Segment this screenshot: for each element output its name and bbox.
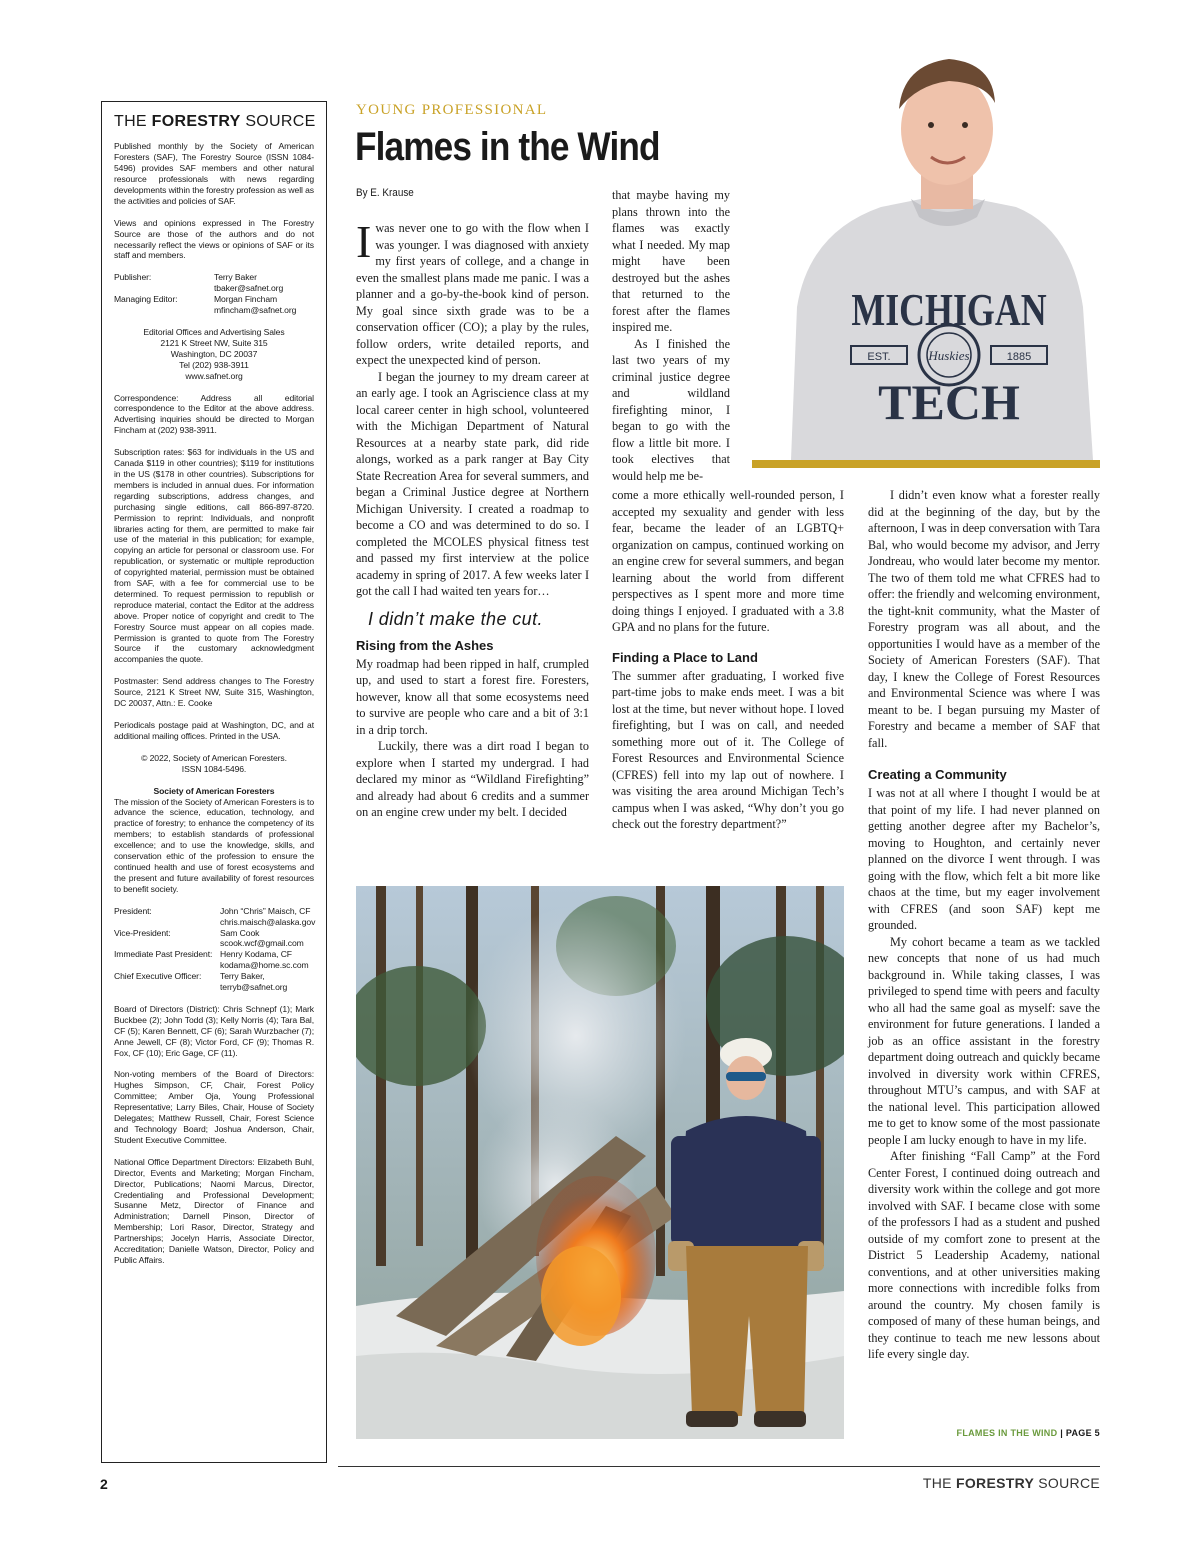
publisher-email-row — [114, 283, 314, 294]
article-headline: Flames in the Wind — [355, 125, 660, 169]
continuation-jump — [957, 1428, 1100, 1438]
seal-right-text: 1885 — [1006, 351, 1032, 363]
paragraph: My roadmap had been ripped in half, crumpled up, and used to start a forest fire. Foresters, however, know all that some ecosystems need to survive are people who care and a bit of 3:1 in a drip torch. — [356, 656, 589, 737]
publisher-row — [114, 272, 314, 283]
offices-block — [114, 327, 314, 382]
copyright-line: © 2022, Society of American Foresters. — [141, 752, 287, 763]
issn-line: ISSN 1084-5496. — [181, 763, 247, 774]
officer-row — [114, 928, 314, 939]
offices-line: Editorial Offices and Advertising Sales — [143, 327, 285, 337]
publisher-label: Publisher: — [114, 272, 152, 283]
article-column-1 — [356, 216, 589, 821]
section-kicker: YOUNG PROFESSIONAL — [356, 102, 548, 118]
officer-label: Vice-President: — [114, 927, 171, 938]
footer-rule — [338, 1466, 1100, 1467]
officer-name: Henry Kodama, CF — [220, 949, 292, 960]
article-column-2-narrow — [612, 187, 730, 484]
seal-left-text: EST. — [867, 351, 891, 363]
editor-label: Managing Editor: — [114, 294, 178, 305]
masthead-title-bold: FORESTRY — [151, 113, 241, 130]
jump-label: FLAMES IN THE WIND — [956, 1428, 1058, 1438]
paragraph: After finishing “Fall Camp” at the Ford Center Forest, I continued doing outreach and diversity work within the college and got more involved with SAF. I became close with some of the professors I had as a student and pushed outside of my comfort zone to present at the District 5 Leadership Academy, national conventions, and at other universities making more connections with incredible folks from around the country. My chosen family is composed of many of these human beings, and they continue to teach me new lessons about life every single day. — [868, 1149, 1100, 1361]
sweatshirt-text-bottom: TECH — [878, 374, 1020, 430]
masthead-correspondence: Correspondence: Address all editorial correspondence to the Editor at the above address. Advertising inquiries should be directed to Morgan Fincham at (202) 938-3911. — [114, 392, 314, 436]
lead-text: was never one to go with the flow when I was younger. I was diagnosed with anxiety my first years of college, and a change in even the smallest plans made me panic. I was a planner and a go-by-the-book kind of person. My goal since sixth grade was to be a conservation officer (CO); a play by the rules, follow orders, write detailed reports, and expect the unexpected kind of person. — [356, 221, 589, 367]
sweatshirt-text-top: MICHIGAN — [851, 283, 1047, 336]
masthead-title-post: SOURCE — [240, 113, 316, 130]
editor-name: Morgan Fincham — [214, 294, 278, 305]
masthead-subscription: Subscription rates: $63 for individuals in the US and Canada $119 in other countries); $119 for institutions in the US ($178 in other countries). Subscriptions for members is included in annual dues. For information regarding subscriptions, address changes, and purchasing single editions, call 866-897-8720. Permission to reprint: Individuals, and nonprofit libraries acting for them, are permitted to make fair use of the material in this publication; for example, copying an article for personal or classroom use. For republication, or systematic or multiple reproduction of copyrighted material, permission must be obtained from SAF, with a fee for commercial use to be determined. To request permission to republish or reproduce material, contact the Editor at the address above. Proper notice of copyright and credit to The Forestry Source must appear on all copies made. Permission is granted to quote from The Forestry Source if the customary acknowledgment accompanies the quote. — [114, 447, 314, 665]
masthead-box — [101, 101, 327, 1463]
publisher-email: tbaker@safnet.org — [214, 283, 284, 294]
officer-row — [114, 906, 314, 917]
officer-email: scook.wcf@gmail.com — [220, 938, 304, 949]
society-heading: Society of American Foresters — [153, 785, 275, 796]
paragraph: Luckily, there was a dirt road I began to explore when I started my undergrad. I had declared my minor as “Wildland Firefighting” and already had about 6 credits and a summer on an engine crew under my belt. I decided — [356, 739, 589, 819]
paragraph: come a more ethically well-rounded person, I accepted my sexuality and gender with less fear, became the leader of an LGBTQ+ organization on campus, continued working on an engine crew for several summers, and began learning about the world from different perspectives as I spent more and more time doing things I enjoyed. I graduated with a 3.8 GPA and no plans for the future. — [612, 488, 844, 634]
article-column-3 — [868, 487, 1100, 1363]
officer-email-row — [114, 938, 314, 949]
masthead-periodicals: Periodicals postage paid at Washington, DC, and at additional mailing offices. Printed in the USA. — [114, 720, 314, 741]
footer-mast-post: SOURCE — [1034, 1475, 1100, 1491]
paragraph: The summer after graduating, I worked five part-time jobs to make ends meet. I was a bit lost at the time, but never without hope. I loved firefighting, but I was on call, and needed something more out of it. The College of Forest Resources and Environmental Science (CFRES) fell into my lap out of nowhere. I was visiting the area around Michigan Tech’s campus when I was asked, “Why don’t you go check out the forestry department?” — [612, 668, 844, 831]
officer-name: John “Chris” Maisch, CF — [220, 905, 311, 916]
paragraph: that maybe having my plans thrown into the flames was exactly what I needed. My map might have been destroyed but the ashes that returned to the forest after the flames inspired me. — [612, 188, 730, 334]
footer-masthead — [923, 1475, 1100, 1491]
officer-email-row — [114, 982, 314, 993]
editor-email: mfincham@safnet.org — [214, 305, 297, 316]
offices-line: Tel (202) 938-3911 — [179, 359, 249, 370]
author-portrait-photo — [771, 57, 1100, 460]
editor-email-row — [114, 305, 314, 316]
drop-cap: I — [356, 216, 372, 267]
officer-email-row — [114, 960, 314, 971]
editor-row — [114, 294, 314, 305]
masthead-title — [114, 112, 314, 132]
paragraph: I began the journey to my dream career at an early age. I took an Agriscience class at my local career center in high school, volunteered with the Michigan Department of Natural Resources at a nearby state park, did ride alongs, worked as a park ranger at Bay City State Recreation Area for several summers, and began a Criminal Justice degree at Northern Michigan University. I created a roadmap to become a CO and was determined to do so. I completed the MCOLES physical fitness test and passed my first interview at the police academy in spring of 2017. A few weeks later I got the call I had waited ten years for… — [356, 369, 589, 598]
officer-row — [114, 949, 314, 960]
offices-line: Washington, DC 20037 — [170, 348, 258, 359]
officer-email: terryb@safnet.org — [220, 982, 288, 993]
officer-row — [114, 971, 314, 982]
article-column-2 — [612, 487, 844, 833]
officer-name: Terry Baker, — [220, 971, 265, 982]
pull-quote: I didn’t make the cut. — [368, 608, 543, 629]
paragraph: As I finished the last two years of my criminal justice degree and wildland firefighting minor, I began to go with the flow a little bit more. I took electives that would help me be- — [612, 336, 730, 483]
publisher-name: Terry Baker — [214, 272, 257, 283]
national-directors: National Office Department Directors: Elizabeth Buhl, Director, Events and Marketing; Morgan Fincham, Director, Publications; Naomi Marcus, Director, Credentialing and Professional Development; Susanne Metz, Director of Finance and Administration; Darnell Pinson, Director of Membership; Lori Rasor, Director, Strategy and Partnerships; Jocelyn Harris, Associate Director, Accreditation; Danielle Watson, Director, Policy and Public Affairs. — [114, 1156, 314, 1265]
seal-script-text: Huskies — [928, 348, 970, 363]
paragraph: My cohort became a team as we tackled new concepts that none of us had much background in. While taking classes, I was privileged to spend time with peers and faculty who all had the same goal as myself: save the environment for future generations. I landed a job as an office assistant in the forestry department doing outreach and quickly became involved in diversity work within CFRES, throughout MTU’s campus, and with SAF at the national level. This participation allowed me to get to know some of the most passionate people I am lucky enough to have in my life. — [868, 934, 1100, 1147]
masthead-title-pre: THE — [114, 113, 152, 130]
bonfire-photo — [356, 886, 844, 1439]
masthead-views: Views and opinions expressed in The Forestry Source are those of the authors and do not necessarily reflect the views or opinions of SAF or its staff and members. — [114, 217, 314, 261]
footer-mast-pre: THE — [922, 1475, 956, 1491]
society-mission: The mission of the Society of American Foresters is to advance the science, education, technology, and practice of forestry; to enhance the competency of its members; to establish standards of professional excellence; and to use the knowledge, skills, and conservation ethic of the profession to ensure the continued health and use of forest ecosystems and the present and future availability of forest resources to benefit society. — [114, 796, 314, 894]
masthead-postmaster: Postmaster: Send address changes to The Forestry Source, 2121 K Street NW, Suite 315, Washington, DC 20037, Attn.: E. Cooke — [114, 676, 314, 709]
footer-mast-bold: FORESTRY — [956, 1475, 1035, 1491]
subhead-finding: Finding a Place to Land — [612, 649, 758, 665]
lead-paragraph — [356, 216, 589, 369]
portrait-accent-bar — [752, 460, 1100, 468]
officer-label: Chief Executive Officer: — [114, 971, 202, 982]
officer-email: chris.maisch@alaska.gov — [220, 916, 316, 927]
officer-name: Sam Cook — [220, 927, 260, 938]
article-byline: By E. Krause — [356, 187, 414, 199]
paragraph: I didn’t even know what a forester really did at the beginning of the day, but by the afternoon, I was in deep conversation with Tara Bal, who would become my advisor, and Jerry Jondreau, who would later become my mentor. The two of them told me what CFRES had to offer: the friendly and welcoming environment, the tight-knit community, what the Master of Forestry program was all about, and the opportunities I would have as a member of the Society of American Foresters (SAF). That day, I knew the College of Forest Resources and Environmental Science was where I was meant to be. I began pursuing my Master of Forestry and became a member of SAF that fall. — [868, 488, 1100, 750]
officer-email-row — [114, 917, 314, 928]
paragraph: I was not at all where I thought I would be at that point of my life. I had never planned on getting another degree after my Bachelor’s, moving to Houghton, and certainly never planned on the divorce I went through. I was going with the flow, which felt a bit more like chaos at the time, but my eager involvement with CFRES (and soon SAF) kept me grounded. — [868, 786, 1100, 932]
page-number: 2 — [100, 1476, 108, 1492]
offices-line: 2121 K Street NW, Suite 315 — [160, 337, 268, 348]
offices-line: www.safnet.org — [185, 370, 243, 381]
copyright-block — [114, 753, 314, 775]
subhead-rising: Rising from the Ashes — [356, 637, 494, 653]
board-directors: Board of Directors (District): Chris Schnepf (1); Mark Buckbee (2); John Todd (3); Kelly Norris (4); Tara Bal, CF (5); Karen Bennett, CF (6); Sarah Wurzbacher (7); Anne Jewell, CF (8); Victor Ford, CF (9); Thomas R. Fox, CF (10); Eric Gage, CF (11). — [114, 1003, 314, 1058]
nonvoting-members: Non-voting members of the Board of Directors: Hughes Simpson, CF, Chair, Forest Policy Committee; Amber Oja, Young Professional Representative; Larry Biles, Chair, House of Society Delegates; Matthew Russell, Chair, Forest Science and Technology Board; Joshua Anderson, Chair, Student Executive Committee. — [114, 1069, 314, 1145]
officer-label: President: — [114, 905, 152, 916]
masthead-intro: Published monthly by the Society of American Foresters (SAF), The Forestry Source (ISSN 1084-5496) provides SAF members and other natural resource professionals with news regarding developments within the forestry profession as well as the activities and policies of SAF. — [114, 141, 314, 206]
subhead-creating: Creating a Community — [868, 767, 1007, 782]
officer-label: Immediate Past President: — [114, 949, 213, 960]
officer-email: kodama@home.sc.com — [220, 960, 309, 971]
jump-page: | PAGE 5 — [1057, 1428, 1100, 1438]
